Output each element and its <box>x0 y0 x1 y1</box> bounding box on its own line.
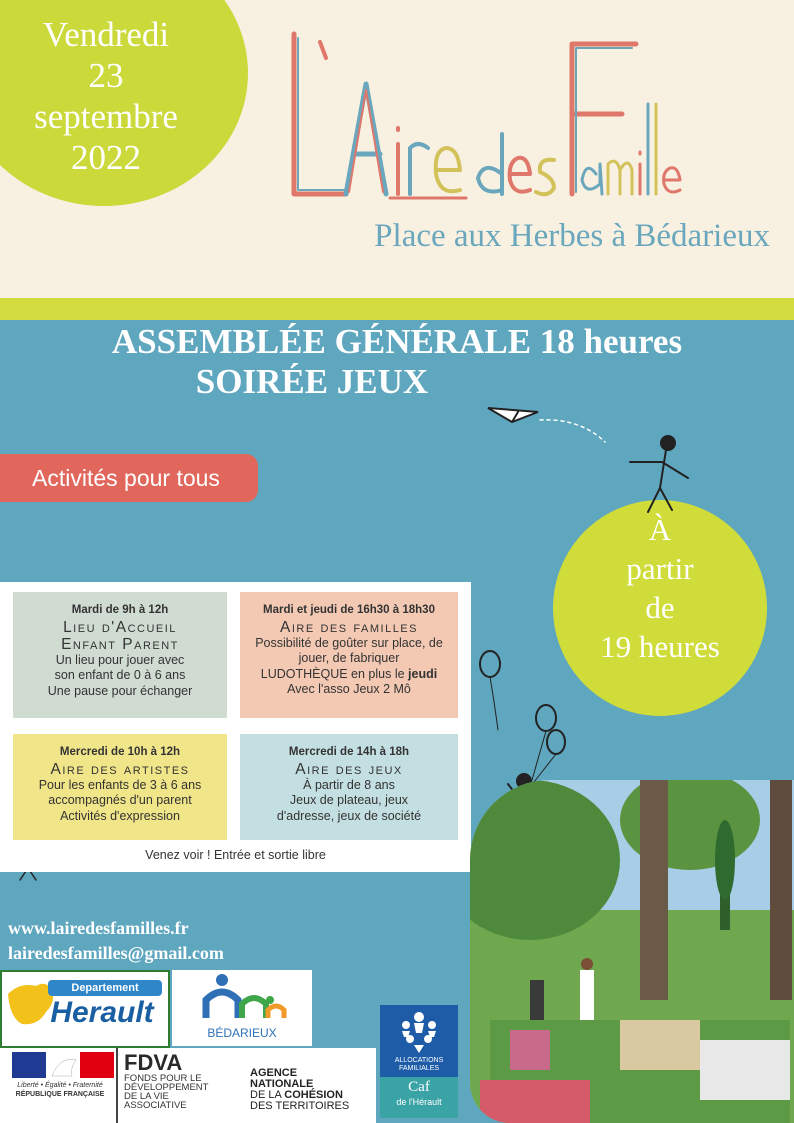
anct-line-bold: COHÉSION <box>284 1089 343 1101</box>
fdva-line: ASSOCIATIVE <box>124 1100 187 1111</box>
activites-banner: Activités pour tous <box>0 454 258 502</box>
anct-logo <box>250 1068 349 1112</box>
schedule-title: Aire des familles <box>280 618 418 636</box>
schedule-aire-jeux <box>240 734 458 840</box>
email-link[interactable]: lairedesfamilles@gmail.com <box>8 943 224 963</box>
start-time <box>553 510 767 666</box>
schedule-desc-text: LUDOTHÈQUE en plus le <box>260 666 409 681</box>
date-weekday: Vendredi <box>42 15 170 54</box>
schedule-title: Enfant Parent <box>61 635 179 653</box>
caf-line: ALLOCATIONS <box>394 1057 444 1064</box>
schedule-time: Mercredi de 10h à 12h <box>59 746 181 758</box>
fdva-line: DÉVELOPPEMENT <box>124 1082 209 1093</box>
park-photo <box>470 780 794 1123</box>
departement-label: Departement <box>48 980 162 996</box>
caf-label: Caf <box>408 1079 430 1095</box>
start-line-2: partir <box>626 551 694 586</box>
schedule-card <box>0 582 471 872</box>
schedule-desc-bold: jeudi <box>408 666 438 681</box>
date-day: 23 <box>88 56 124 95</box>
headline-soiree: SOIRÉE JEUX <box>195 362 429 401</box>
main-headline <box>0 322 794 402</box>
schedule-time: Mercredi de 14h à 18h <box>288 746 410 758</box>
date-year: 2022 <box>71 138 141 177</box>
rf-motto: Liberté • Égalité • Fraternité <box>17 1082 103 1089</box>
schedule-desc: Un lieu pour jouer avec <box>55 652 185 667</box>
start-hour: 19 heures <box>600 629 720 664</box>
rf-label: RÉPUBLIQUE FRANÇAISE <box>15 1091 105 1098</box>
date-month: septembre <box>34 97 178 136</box>
schedule-desc: Jeux de plateau, jeux <box>289 793 409 807</box>
bedarieux-arches-icon <box>172 970 312 1030</box>
caf-name <box>380 1057 458 1073</box>
headline-assemblee: ASSEMBLÉE GÉNÉRALE 18 heures <box>111 322 683 361</box>
schedule-desc: Possibilité de goûter sur place, de <box>255 635 443 650</box>
schedule-desc: jouer, de fabriquer <box>298 651 400 665</box>
state-partners-logos <box>0 1048 376 1123</box>
schedule-desc: son enfant de 0 à 6 ans <box>54 668 186 682</box>
schedule-desc: Une pause pour échanger <box>47 683 193 698</box>
start-line-3: de <box>645 590 675 625</box>
fdva-fullname <box>124 1074 208 1110</box>
divider <box>116 1048 118 1123</box>
location-subtitle: Place aux Herbes à Bédarieux <box>374 218 770 254</box>
event-date <box>0 14 212 178</box>
aire-des-familles-logo <box>286 24 686 204</box>
bedarieux-label: BÉDARIEUX <box>207 1026 277 1040</box>
marianne-icon <box>12 1052 122 1082</box>
website-link[interactable]: www.lairedesfamilles.fr <box>8 918 189 938</box>
caf-family-icon <box>380 1007 458 1055</box>
schedule-desc: Pour les enfants de 3 à 6 ans <box>38 777 202 792</box>
lime-band <box>0 298 794 320</box>
bedarieux-logo <box>172 970 312 1046</box>
schedule-footer: Venez voir ! Entrée et sortie libre <box>145 848 326 862</box>
caf-logo <box>380 1005 458 1118</box>
schedule-title: Lieu d'Accueil <box>63 618 177 636</box>
fdva-line: DE LA VIE <box>124 1091 169 1102</box>
schedule-laep <box>13 592 227 718</box>
fdva-label: FDVA <box>124 1050 183 1075</box>
schedule-time: Mardi de 9h à 12h <box>71 604 169 616</box>
schedule-desc <box>240 667 458 683</box>
schedule-desc: Avec l'asso Jeux 2 Mô <box>287 682 411 696</box>
schedule-desc: À partir de 8 ans <box>303 777 395 792</box>
anct-line-part: DE LA <box>250 1089 285 1101</box>
schedule-time: Mardi et jeudi de 16h30 à 18h30 <box>263 604 435 616</box>
caf-region: de l'Hérault <box>396 1097 442 1107</box>
caf-herault <box>380 1077 458 1118</box>
anct-line: DES TERRITOIRES <box>250 1100 350 1112</box>
schedule-aire-artistes <box>13 734 227 840</box>
contact-info <box>8 916 224 966</box>
start-line-1: À <box>648 512 672 547</box>
anct-line: NATIONALE <box>250 1078 314 1090</box>
herault-logo <box>0 970 170 1048</box>
anct-line: AGENCE <box>250 1067 298 1079</box>
schedule-title: Aire des artistes <box>50 760 190 778</box>
herault-label: Herault <box>50 996 154 1029</box>
schedule-desc: accompagnés d'un parent <box>48 793 192 807</box>
caf-line: FAMILIALES <box>398 1065 440 1072</box>
fdva-line: FONDS POUR LE <box>124 1073 202 1084</box>
schedule-desc: d'adresse, jeux de société <box>276 808 422 823</box>
schedule-aire-familles <box>240 592 458 718</box>
schedule-title: Aire des jeux <box>295 760 403 778</box>
schedule-desc: Activités d'expression <box>60 808 180 823</box>
